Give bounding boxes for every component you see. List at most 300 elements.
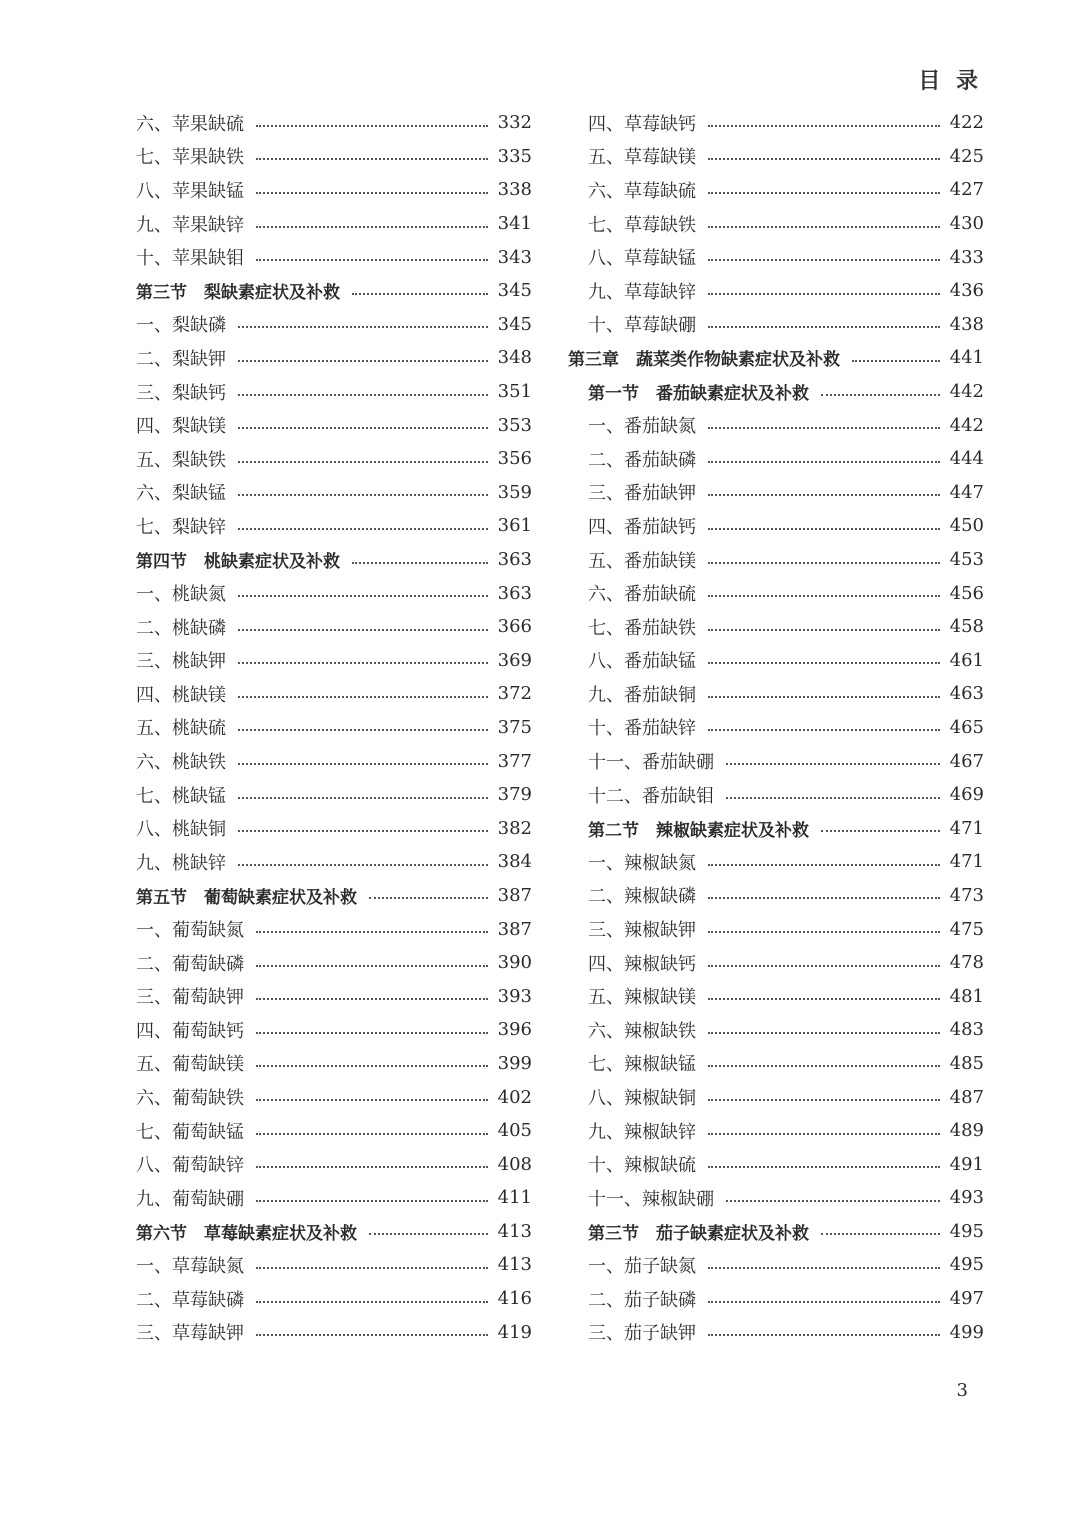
toc-entry <box>136 476 532 510</box>
toc-entry-page: 469 <box>949 784 984 806</box>
dot-leader <box>238 854 488 866</box>
dot-leader <box>256 216 488 228</box>
toc-entry <box>136 140 532 174</box>
toc-entry-title: 一、草莓缺氮 <box>136 1255 244 1277</box>
page-number: 3 <box>956 1380 968 1401</box>
toc-entry-page: 483 <box>949 1019 984 1041</box>
toc-entry-title: 七、葡萄缺锰 <box>136 1121 244 1143</box>
toc-section-heading <box>568 341 984 375</box>
toc-entry <box>136 1248 532 1282</box>
toc-entry-title: 五、辣椒缺镁 <box>588 987 696 1009</box>
dot-leader <box>238 384 488 396</box>
toc-entry-page: 379 <box>497 784 532 806</box>
toc-entry <box>136 946 532 980</box>
dot-leader <box>708 1123 940 1135</box>
dot-leader <box>708 249 940 261</box>
dot-leader <box>256 148 488 160</box>
toc-entry-page: 387 <box>497 918 532 940</box>
toc-entry-page: 481 <box>949 985 984 1007</box>
toc-entry-page: 348 <box>497 347 532 369</box>
toc-entry <box>568 274 984 308</box>
toc-entry <box>568 1181 984 1215</box>
dot-leader <box>369 1223 488 1235</box>
dot-leader <box>256 249 488 261</box>
toc-entry <box>568 543 984 577</box>
toc-entry <box>136 341 532 375</box>
toc-entry-title: 三、梨缺钙 <box>136 382 226 404</box>
toc-section-heading <box>136 879 532 913</box>
toc-entry-page: 356 <box>497 448 532 470</box>
toc-entry <box>568 744 984 778</box>
toc-entry <box>568 1315 984 1349</box>
toc-entry-title: 七、苹果缺铁 <box>136 147 244 169</box>
toc-entry-page: 408 <box>497 1153 532 1175</box>
toc-entry-page: 461 <box>949 649 984 671</box>
dot-leader <box>238 518 488 530</box>
dot-leader <box>821 820 940 832</box>
dot-leader <box>708 1055 940 1067</box>
toc-entry-title: 二、草莓缺磷 <box>136 1289 244 1311</box>
toc-entry-title: 七、草莓缺铁 <box>588 214 696 236</box>
toc-entry-page: 471 <box>949 851 984 873</box>
toc-entry <box>136 1013 532 1047</box>
dot-leader <box>708 451 940 463</box>
toc-entry <box>568 476 984 510</box>
toc-entry-title: 一、葡萄缺氮 <box>136 920 244 942</box>
toc-entry-page: 467 <box>949 750 984 772</box>
dot-leader <box>708 1291 940 1303</box>
toc-entry-title: 五、草莓缺镁 <box>588 147 696 169</box>
toc-entry <box>136 308 532 342</box>
dot-leader <box>708 585 940 597</box>
toc-entry-title: 八、桃缺铜 <box>136 819 226 841</box>
toc-entry <box>568 207 984 241</box>
toc-entry <box>136 207 532 241</box>
toc-entry-page: 413 <box>497 1254 532 1276</box>
toc-entry <box>568 240 984 274</box>
toc-entry-page: 377 <box>497 750 532 772</box>
toc-entry-title: 八、番茄缺锰 <box>588 651 696 673</box>
toc-entry-title: 六、草莓缺硫 <box>588 180 696 202</box>
dot-leader <box>256 1089 488 1101</box>
toc-entry-page: 335 <box>497 145 532 167</box>
dot-leader <box>256 988 488 1000</box>
dot-leader <box>708 719 940 731</box>
toc-entry-title: 九、葡萄缺硼 <box>136 1188 244 1210</box>
toc-section-heading <box>568 1215 984 1249</box>
toc-entry-title: 八、辣椒缺铜 <box>588 1088 696 1110</box>
dot-leader <box>708 921 940 933</box>
toc-entry-title: 第六节 草莓缺素症状及补救 <box>136 1223 357 1244</box>
toc-entry <box>136 1047 532 1081</box>
toc-entry-title: 九、草莓缺锌 <box>588 281 696 303</box>
toc-entry-page: 419 <box>497 1321 532 1343</box>
toc-entry-title: 三、葡萄缺钾 <box>136 987 244 1009</box>
toc-entry <box>568 1147 984 1181</box>
toc-entry <box>136 677 532 711</box>
toc-entry-title: 八、葡萄缺锌 <box>136 1155 244 1177</box>
dot-leader <box>352 283 488 295</box>
dot-leader <box>708 854 940 866</box>
toc-entry-page: 396 <box>497 1019 532 1041</box>
toc-right-column <box>568 106 984 1349</box>
toc-entry-title: 八、苹果缺锰 <box>136 180 244 202</box>
dot-leader <box>256 1123 488 1135</box>
toc-entry-title: 九、辣椒缺锌 <box>588 1121 696 1143</box>
toc-entry-page: 372 <box>497 683 532 705</box>
toc-entry <box>136 1080 532 1114</box>
dot-leader <box>726 753 940 765</box>
toc-entry <box>136 106 532 140</box>
toc-entry-page: 416 <box>497 1288 532 1310</box>
dot-leader <box>708 417 940 429</box>
dot-leader <box>708 484 940 496</box>
dot-leader <box>708 1257 940 1269</box>
toc-left-column <box>136 106 532 1349</box>
toc-entry-title: 第三节 梨缺素症状及补救 <box>136 283 340 304</box>
toc-entry <box>136 811 532 845</box>
dot-leader <box>708 955 940 967</box>
toc-entry-title: 第一节 番茄缺素症状及补救 <box>588 384 809 405</box>
toc-entry <box>136 576 532 610</box>
dot-leader <box>238 820 488 832</box>
toc-entry-page: 442 <box>949 414 984 436</box>
toc-entry-title: 第四节 桃缺素症状及补救 <box>136 552 340 573</box>
toc-entry-title: 第三节 茄子缺素症状及补救 <box>588 1223 809 1244</box>
toc-entry-title: 十一、辣椒缺硼 <box>588 1188 714 1210</box>
toc-entry-title: 一、辣椒缺氮 <box>588 852 696 874</box>
toc-entry <box>568 677 984 711</box>
dot-leader <box>708 1156 940 1168</box>
toc-entry-page: 399 <box>497 1052 532 1074</box>
toc-entry-page: 436 <box>949 280 984 302</box>
toc-entry-title: 七、梨缺锌 <box>136 516 226 538</box>
toc-entry-page: 485 <box>949 1052 984 1074</box>
toc-entry <box>136 240 532 274</box>
dot-leader <box>238 451 488 463</box>
toc-entry-title: 三、番茄缺钾 <box>588 483 696 505</box>
dot-leader <box>708 1324 940 1336</box>
toc-entry <box>568 979 984 1013</box>
toc-entry-title: 第二节 辣椒缺素症状及补救 <box>588 820 809 841</box>
dot-leader <box>708 686 940 698</box>
toc-entry-page: 405 <box>497 1120 532 1142</box>
dot-leader <box>708 887 940 899</box>
dot-leader <box>238 619 488 631</box>
dot-leader <box>708 148 940 160</box>
dot-leader <box>238 316 488 328</box>
toc-entry-page: 425 <box>949 145 984 167</box>
dot-leader <box>708 552 940 564</box>
toc-entry-page: 345 <box>497 313 532 335</box>
dot-leader <box>238 753 488 765</box>
toc-entry-page: 456 <box>949 582 984 604</box>
toc-entry <box>136 979 532 1013</box>
dot-leader <box>708 988 940 1000</box>
toc-entry-title: 二、茄子缺磷 <box>588 1289 696 1311</box>
toc-entry <box>568 308 984 342</box>
toc-entry <box>568 442 984 476</box>
toc-entry-page: 390 <box>497 952 532 974</box>
dot-leader <box>708 652 940 664</box>
toc-entry-title: 七、桃缺锰 <box>136 785 226 807</box>
toc-entry <box>136 1114 532 1148</box>
toc-section-heading <box>568 811 984 845</box>
dot-leader <box>256 115 488 127</box>
toc-entry-page: 473 <box>949 884 984 906</box>
toc-section-heading <box>136 1215 532 1249</box>
dot-leader <box>256 921 488 933</box>
dot-leader <box>256 1190 488 1202</box>
toc-entry <box>568 576 984 610</box>
toc-entry-page: 353 <box>497 414 532 436</box>
dot-leader <box>726 787 940 799</box>
dot-leader <box>708 182 940 194</box>
dot-leader <box>238 719 488 731</box>
toc-entry <box>136 1282 532 1316</box>
toc-entry <box>136 711 532 745</box>
toc-entry-page: 495 <box>949 1220 984 1242</box>
toc-entry <box>568 509 984 543</box>
dot-leader <box>708 518 940 530</box>
toc-entry-page: 363 <box>497 582 532 604</box>
toc-entry-page: 384 <box>497 851 532 873</box>
toc-entry-page: 491 <box>949 1153 984 1175</box>
toc-entry-page: 361 <box>497 515 532 537</box>
toc-entry-title: 二、辣椒缺磷 <box>588 886 696 908</box>
toc-entry-title: 四、葡萄缺钙 <box>136 1020 244 1042</box>
dot-leader <box>256 955 488 967</box>
toc-entry-title: 八、草莓缺锰 <box>588 248 696 270</box>
toc-entry-page: 438 <box>949 313 984 335</box>
toc-entry-title: 二、梨缺钾 <box>136 348 226 370</box>
toc-entry-title: 三、草莓缺钾 <box>136 1323 244 1345</box>
running-header-title: 目 录 <box>918 69 982 94</box>
toc-entry-page: 450 <box>949 515 984 537</box>
toc-entry-page: 369 <box>497 649 532 671</box>
dot-leader <box>238 686 488 698</box>
toc-entry-page: 422 <box>949 112 984 134</box>
toc-entry <box>136 644 532 678</box>
toc-entry <box>568 845 984 879</box>
toc-entry-page: 363 <box>497 549 532 571</box>
toc-entry-page: 387 <box>497 884 532 906</box>
toc-entry-title: 十、苹果缺钼 <box>136 248 244 270</box>
dot-leader <box>708 316 940 328</box>
toc-entry <box>568 1114 984 1148</box>
toc-entry-title: 九、苹果缺锌 <box>136 214 244 236</box>
toc-entry-title: 二、番茄缺磷 <box>588 449 696 471</box>
toc-entry <box>136 778 532 812</box>
toc-entry-page: 493 <box>949 1187 984 1209</box>
toc-entry-page: 343 <box>497 246 532 268</box>
toc-entry <box>568 946 984 980</box>
dot-leader <box>256 1156 488 1168</box>
toc-entry-page: 341 <box>497 213 532 235</box>
toc-entry-title: 第三章 蔬菜类作物缺素症状及补救 <box>568 350 840 371</box>
toc-entry-title: 七、辣椒缺锰 <box>588 1054 696 1076</box>
toc-entry-page: 427 <box>949 179 984 201</box>
toc-entry-page: 433 <box>949 246 984 268</box>
dot-leader <box>238 652 488 664</box>
toc-entry-title: 四、桃缺镁 <box>136 684 226 706</box>
toc-entry-title: 九、番茄缺铜 <box>588 684 696 706</box>
toc-entry <box>136 610 532 644</box>
toc-entry <box>568 1047 984 1081</box>
toc-entry-title: 五、葡萄缺镁 <box>136 1054 244 1076</box>
toc-entry <box>136 408 532 442</box>
dot-leader <box>708 283 940 295</box>
toc-entry-page: 375 <box>497 716 532 738</box>
toc-entry-title: 六、葡萄缺铁 <box>136 1088 244 1110</box>
toc-entry <box>136 912 532 946</box>
toc-entry-page: 471 <box>949 817 984 839</box>
toc-entry-page: 453 <box>949 549 984 571</box>
toc-entry-title: 四、番茄缺钙 <box>588 516 696 538</box>
toc-entry-title: 六、梨缺锰 <box>136 483 226 505</box>
toc-entry-page: 411 <box>497 1187 532 1209</box>
toc-entry <box>568 173 984 207</box>
toc-entry-title: 九、桃缺锌 <box>136 852 226 874</box>
toc-entry <box>568 610 984 644</box>
dot-leader <box>708 115 940 127</box>
toc-entry <box>136 1181 532 1215</box>
toc-entry-page: 345 <box>497 280 532 302</box>
dot-leader <box>708 1022 940 1034</box>
toc-entry-page: 413 <box>497 1220 532 1242</box>
toc-entry <box>568 912 984 946</box>
toc-entry-title: 一、梨缺磷 <box>136 315 226 337</box>
toc-section-heading <box>136 274 532 308</box>
toc-entry <box>568 711 984 745</box>
toc-section-heading <box>568 375 984 409</box>
toc-entry-page: 359 <box>497 481 532 503</box>
dot-leader <box>238 585 488 597</box>
dot-leader <box>352 552 488 564</box>
toc-entry-title: 二、桃缺磷 <box>136 617 226 639</box>
dot-leader <box>256 1324 488 1336</box>
toc-entry-title: 五、番茄缺镁 <box>588 550 696 572</box>
toc-entry-title: 第五节 葡萄缺素症状及补救 <box>136 887 357 908</box>
toc-entry <box>568 1248 984 1282</box>
toc-entry <box>136 1315 532 1349</box>
toc-entry-page: 497 <box>949 1288 984 1310</box>
toc-entry <box>568 1282 984 1316</box>
toc-entry-page: 499 <box>949 1321 984 1343</box>
toc-entry-page: 489 <box>949 1120 984 1142</box>
dot-leader <box>256 1257 488 1269</box>
toc-entry <box>568 644 984 678</box>
toc-entry-title: 五、梨缺铁 <box>136 449 226 471</box>
dot-leader <box>708 1089 940 1101</box>
toc-entry-page: 478 <box>949 952 984 974</box>
dot-leader <box>256 1291 488 1303</box>
dot-leader <box>852 350 940 362</box>
toc-entry-page: 393 <box>497 985 532 1007</box>
toc-entry-title: 三、桃缺钾 <box>136 651 226 673</box>
toc-entry-page: 444 <box>949 448 984 470</box>
toc-entry <box>136 845 532 879</box>
toc-entry-page: 475 <box>949 918 984 940</box>
toc-entry <box>136 509 532 543</box>
toc-entry <box>568 106 984 140</box>
toc-entry-title: 一、番茄缺氮 <box>588 416 696 438</box>
toc-entry <box>568 879 984 913</box>
toc-entry <box>568 1080 984 1114</box>
toc-entry-page: 463 <box>949 683 984 705</box>
dot-leader <box>726 1190 940 1202</box>
toc-entry-title: 十、番茄缺锌 <box>588 718 696 740</box>
toc-entry-page: 382 <box>497 817 532 839</box>
toc-entry <box>136 173 532 207</box>
dot-leader <box>238 417 488 429</box>
dot-leader <box>256 1055 488 1067</box>
toc-entry <box>568 140 984 174</box>
toc-entry-page: 442 <box>949 381 984 403</box>
toc-entry-title: 六、辣椒缺铁 <box>588 1020 696 1042</box>
dot-leader <box>256 182 488 194</box>
toc-entry <box>568 408 984 442</box>
toc-section-heading <box>136 543 532 577</box>
toc-entry-title: 四、辣椒缺钙 <box>588 953 696 975</box>
toc-entry-title: 十、草莓缺硼 <box>588 315 696 337</box>
toc-entry-title: 六、苹果缺硫 <box>136 113 244 135</box>
toc-entry-page: 430 <box>949 213 984 235</box>
toc-entry-page: 447 <box>949 481 984 503</box>
toc-entry-page: 495 <box>949 1254 984 1276</box>
toc-entry-page: 366 <box>497 616 532 638</box>
toc-entry <box>136 1147 532 1181</box>
toc-entry-page: 402 <box>497 1086 532 1108</box>
toc-entry-title: 十一、番茄缺硼 <box>588 752 714 774</box>
dot-leader <box>821 1223 940 1235</box>
toc-entry-title: 六、桃缺铁 <box>136 752 226 774</box>
toc-entry <box>568 778 984 812</box>
toc-entry <box>568 1013 984 1047</box>
toc-entry <box>136 442 532 476</box>
toc-entry-page: 487 <box>949 1086 984 1108</box>
toc-entry-page: 338 <box>497 179 532 201</box>
toc-entry-title: 十、辣椒缺硫 <box>588 1155 696 1177</box>
toc-entry-title: 六、番茄缺硫 <box>588 584 696 606</box>
toc-entry-title: 三、茄子缺钾 <box>588 1323 696 1345</box>
toc-entry-title: 五、桃缺硫 <box>136 718 226 740</box>
dot-leader <box>238 787 488 799</box>
dot-leader <box>256 1022 488 1034</box>
dot-leader <box>708 216 940 228</box>
dot-leader <box>708 619 940 631</box>
toc-entry <box>136 744 532 778</box>
toc-entry-title: 四、梨缺镁 <box>136 416 226 438</box>
toc-entry-page: 332 <box>497 112 532 134</box>
toc-entry-title: 四、草莓缺钙 <box>588 113 696 135</box>
toc-entry-title: 二、葡萄缺磷 <box>136 953 244 975</box>
dot-leader <box>821 384 940 396</box>
toc-entry-title: 七、番茄缺铁 <box>588 617 696 639</box>
toc-entry-title: 一、茄子缺氮 <box>588 1255 696 1277</box>
dot-leader <box>369 887 488 899</box>
toc-entry-title: 一、桃缺氮 <box>136 584 226 606</box>
toc-entry-page: 351 <box>497 381 532 403</box>
toc-entry-page: 441 <box>949 347 984 369</box>
toc-entry-page: 458 <box>949 616 984 638</box>
toc-entry-title: 十二、番茄缺钼 <box>588 785 714 807</box>
toc-entry <box>136 375 532 409</box>
dot-leader <box>238 350 488 362</box>
toc-entry-page: 465 <box>949 716 984 738</box>
toc-entry-title: 三、辣椒缺钾 <box>588 920 696 942</box>
dot-leader <box>238 484 488 496</box>
